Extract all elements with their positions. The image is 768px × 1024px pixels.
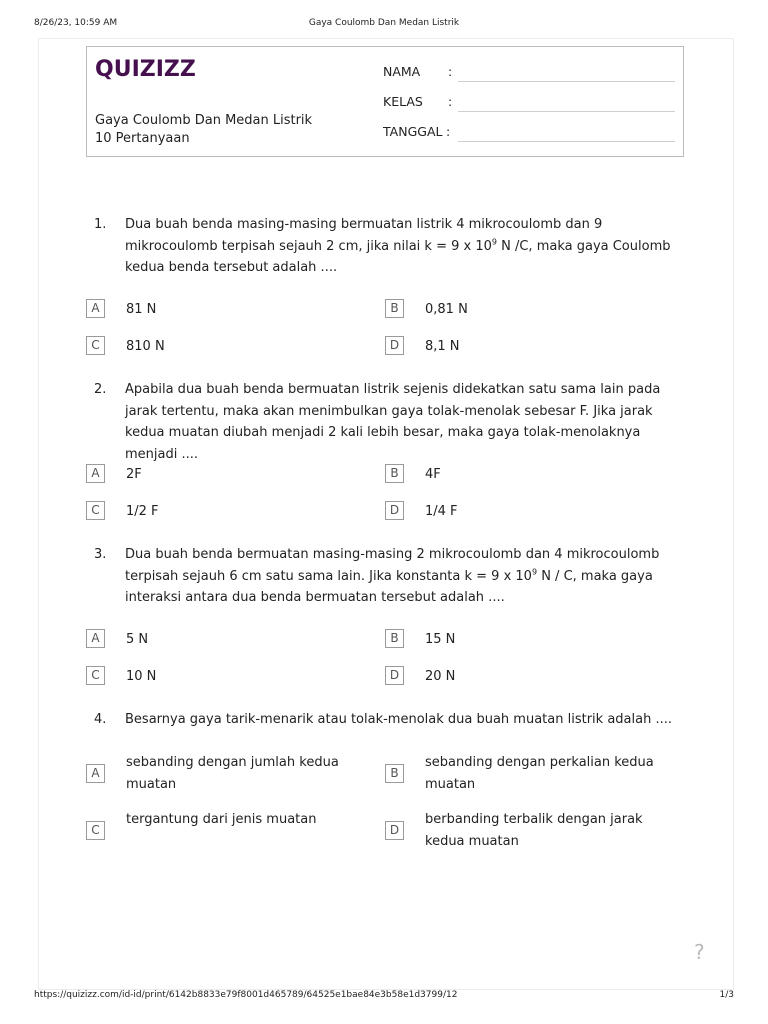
option-text: sebanding dengan perkalian kedua muatan: [425, 755, 654, 792]
question-number: 2.: [94, 382, 107, 397]
option-text: 10 N: [126, 669, 157, 684]
date-field: [383, 124, 675, 144]
option-text: 4F: [425, 467, 441, 482]
option-text: 810 N: [126, 339, 165, 354]
class-field: [383, 94, 675, 114]
option-letter-box: C: [86, 666, 105, 685]
print-header: [34, 18, 734, 32]
name-label: NAMA: [383, 64, 421, 79]
print-url: https://quizizz.com/id-id/print/6142b8833e79f8001d465789/64525e1bae84e3b58e1d3799/12: [34, 990, 458, 1000]
date-label: TANGGAL: [383, 124, 443, 139]
option-letter-box: D: [385, 336, 404, 355]
class-colon: :: [448, 94, 453, 109]
option-text: 2F: [126, 467, 142, 482]
class-label: KELAS: [383, 94, 423, 109]
option-letter-box: B: [385, 629, 404, 648]
option-text: 20 N: [425, 669, 456, 684]
quiz-title: Gaya Coulomb Dan Medan Listrik: [95, 113, 313, 128]
option-letter-box: A: [86, 299, 105, 318]
option-letter-box: D: [385, 821, 404, 840]
option-letter-box: C: [86, 501, 105, 520]
option-text: tergantung dari jenis muatan: [126, 812, 317, 827]
print-datetime: 8/26/23, 10:59 AM: [34, 18, 118, 28]
option-text: 8,1 N: [425, 339, 460, 354]
option-letter-box: C: [86, 336, 105, 355]
option-letter-box: B: [385, 764, 404, 783]
option-letter-box: A: [86, 629, 105, 648]
question-number: 1.: [94, 217, 107, 232]
worksheet-header: [86, 46, 684, 157]
question-text: Dua buah benda masing-masing bermuatan listrik 4 mikrocoulomb dan 9 mikrocoulomb terpisah sejauh 2 cm, jika nilai k = 9 x $10^9$ N /C, maka gaya Coulomb kedua benda tersebut adalah ....: [125, 217, 671, 275]
option-text: 0,81 N: [425, 302, 468, 317]
option-text: sebanding dengan jumlah kedua muatan: [126, 755, 339, 792]
class-write-line: [458, 111, 675, 112]
print-document-title: Gaya Coulomb Dan Medan Listrik: [308, 18, 460, 28]
option-text: 5 N: [126, 632, 149, 647]
name-colon: :: [448, 64, 453, 79]
question-number: 4.: [94, 712, 107, 727]
print-page-number: 1/3: [719, 990, 734, 1000]
option-letter-box: B: [385, 299, 404, 318]
quizizz-logo: QUIZIZZ: [95, 57, 196, 82]
option-letter-box: D: [385, 666, 404, 685]
option-text: 15 N: [425, 632, 456, 647]
option-text: berbanding terbalik dengan jarak kedua muatan: [425, 812, 643, 849]
question-number: 3.: [94, 547, 107, 562]
date-colon: :: [446, 124, 451, 139]
option-letter-box: A: [86, 464, 105, 483]
option-letter-box: A: [86, 764, 105, 783]
question-count: 10 Pertanyaan: [95, 131, 190, 146]
option-letter-box: D: [385, 501, 404, 520]
option-text: 81 N: [126, 302, 157, 317]
question-mark-icon[interactable]: ?: [694, 940, 705, 964]
name-write-line: [458, 81, 675, 82]
question-text: Besarnya gaya tarik-menarik atau tolak-menolak dua buah muatan listrik adalah ....: [125, 712, 672, 727]
option-letter-box: C: [86, 821, 105, 840]
option-text: 1/2 F: [126, 504, 159, 519]
date-write-line: [458, 141, 675, 142]
name-field: [383, 64, 675, 84]
print-footer: [34, 990, 734, 1004]
option-letter-box: B: [385, 464, 404, 483]
question-text: Apabila dua buah benda bermuatan listrik sejenis didekatkan satu sama lain pada jarak tertentu, maka akan menimbulkan gaya tolak-menolak sebesar F. Jika jarak kedua muatan diubah menjadi 2 kali lebih besar, maka gaya tolak-menolaknya menjadi ....: [125, 382, 661, 462]
question-text: Dua buah benda bermuatan masing-masing 2 mikrocoulomb dan 4 mikrocoulomb terpisah sejauh 6 cm satu sama lain. Jika konstanta k = 9 x $10^9$ N / C, maka gaya interaksi antara dua benda bermuatan tersebut adalah ....: [125, 547, 660, 605]
option-text: 1/4 F: [425, 504, 458, 519]
